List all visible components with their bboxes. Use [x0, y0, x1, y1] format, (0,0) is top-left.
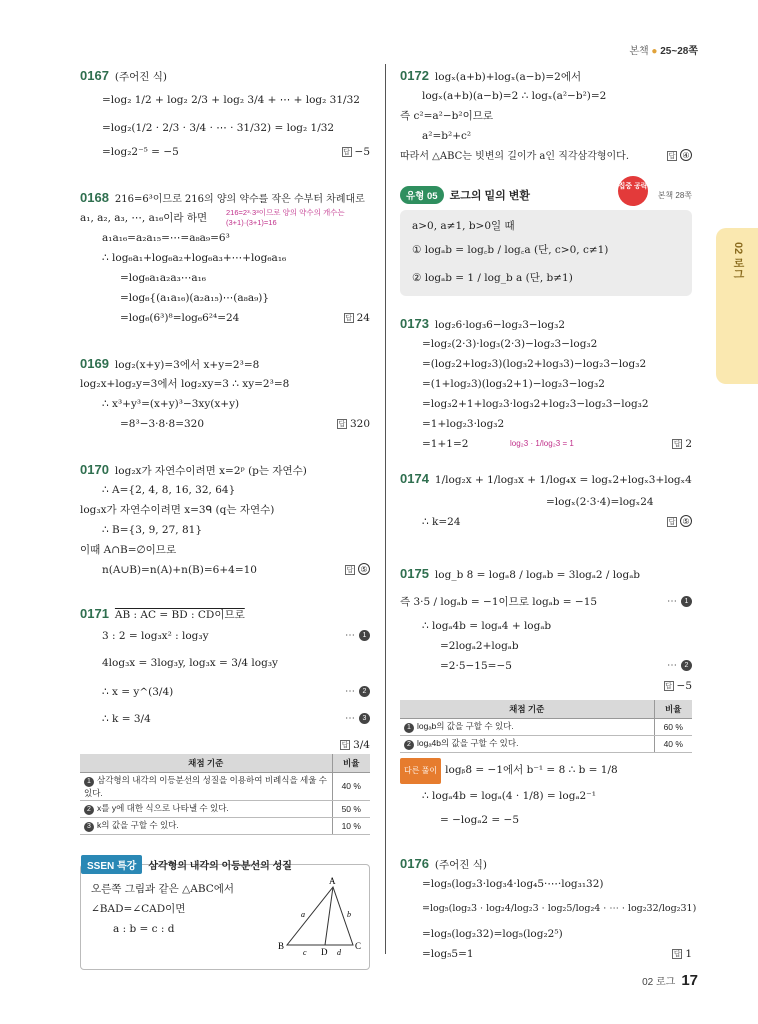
answer-0172: 답 ④ [667, 146, 692, 166]
problem-0168: 0168 216=6³이므로 216의 양의 약수를 작은 수부터 차례대로 a₁, a₂, a₃, ⋯, a₁₆이라 하면 216=2³·3³이므로 양의 약수의 개수는 (3+1)·(3+1)=16 a₁a₁₆=a₂a₁₅=⋯=a₈a₉=6³ ∴ log₆a₁+log₆a₂+log₆a₃+⋯+log₆a₁₆ =log₆a₁a₂a₃⋯a₁₆ =log₆{(a₁a₁₆)(a₂a₁₅)⋯(a₈a₉)} =log₆(6³)⁸=log₆6²⁴=24 답 24 [80, 188, 370, 328]
book-reference: 본책 ● 25~28쪽 [629, 46, 698, 57]
label-b: b [347, 910, 351, 919]
step-1-marker: ⋯ 1 [667, 588, 692, 616]
log-product-note: log₂3 · 1/log₂3 = 1 [510, 439, 574, 448]
problem-0176: 0176 (주어진 식) =log₅(log₂3·log₃4·log₄5·⋯·log₃₁32) =log₅(log₂3 · log₂4/log₂3 · log₂5/log₂4 · ⋯ · log₂32/log₂31) =log₅(log₂32)=log₅(log₂2⁵) =log₅5=1 답 1 [400, 854, 692, 964]
problem-0167: 0167 (주어진 식) =log₂ 1/2 + log₂ 2/3 + log₂ 3/4 + ⋯ + log₂ 31/32 =log₂(1/2 · 2/3 · 3/4 · ⋯ · 31/32) = log₂ 1/32 =log₂2⁻⁵ = −5 답 −5 [80, 66, 370, 162]
answer-0167: 답 −5 [343, 146, 370, 158]
step-2-marker: ⋯ 2 [667, 656, 692, 676]
table-row: 2 logₐ4b의 값을 구할 수 있다. 40 % [400, 735, 692, 752]
problem-0174: 0174 1/log₂x + 1/log₃x + 1/log₄x = logₓ2+logₓ3+logₓ4 =logₓ(2·3·4)=logₓ24 ∴ k=24 답 ⑤ [400, 466, 692, 532]
problem-0170: 0170 log₂x가 자연수이려면 x=2ᵖ (p는 자연수) ∴ A={2, 4, 8, 16, 32, 64} log₃x가 자연수이려면 x=3ᑫ (q는 자연수) ∴ B={3, 9, 27, 81} 이때 A∩B=∅이므로 n(A∪B)=n(A)+n(B)=6+4=10 답 ⑤ [80, 460, 370, 580]
column-divider [385, 64, 386, 954]
label-d: d [337, 948, 341, 955]
scoring-criteria-table-0171: 채점 기준 비율 1 삼각형의 내각의 이등분선의 성질을 이용하여 비례식을 세울 수 있다. 40 % 2 x를 y에 대한 식으로 나타낼 수 있다. 50 % 3 k의 값을 구할 수 있다. 10 % [80, 754, 370, 835]
answer-0173: 답 2 [673, 438, 692, 450]
label-D: D [321, 947, 328, 955]
answer-0174: 답 ⑤ [667, 512, 692, 532]
label-B: B [278, 941, 285, 951]
sseen-lecture-box: SSEN 특강 삼각형의 내각의 이등분선의 성질 오른쪽 그림과 같은 △ABC에서 ∠BAD=∠CAD이면 a : b = c : d A B C D a b c d [80, 864, 370, 970]
problem-0171: 0171 AB : AC = BD : CD이므로 3 : 2 = log₃x² : log₃y ⋯ 1 4log₃x = 3log₃y, log₃x = 3/4 log₃y ∴ x = y^(3/4) ⋯ 2 ∴ k = 3/4 ⋯ 3 답 3/4 [80, 604, 370, 758]
answer-0169: 답 320 [338, 418, 370, 430]
type-05-header: 유형 05 로그의 밑의 변환 본책 28쪽 [400, 186, 692, 204]
alternative-solution-0175: 다른 풀이 logᵦ8 = −1에서 b⁻¹ = 8 ∴ b = 1/8 ∴ logₐ4b = logₐ(4 · 1/8) = logₐ2⁻¹ = −logₐ2 = −5 [400, 758, 692, 830]
type-05-formula-box: a>0, a≠1, b>0일 때 ① logₐb = log꜀b / log꜀a (단, c>0, c≠1) ② logₐb = 1 / log_b a (단, b≠1) [400, 210, 692, 296]
answer-0176: 답 1 [673, 948, 692, 960]
page-footer: 02 로그 17 [642, 972, 698, 989]
table-row: 1 삼각형의 내각의 이등분선의 성질을 이용하여 비례식을 세울 수 있다. 40 % [80, 772, 370, 800]
divisor-count-note: 216=2³·3³이므로 양의 약수의 개수는 (3+1)·(3+1)=16 [226, 208, 345, 227]
scoring-criteria-table-0175: 채점 기준 비율 1 logₐb의 값을 구할 수 있다. 60 % 2 logₐ4b의 값을 구할 수 있다. 40 % [400, 700, 692, 753]
table-row: 1 logₐb의 값을 구할 수 있다. 60 % [400, 718, 692, 735]
label-c: c [303, 948, 307, 955]
table-row: 3 k의 값을 구할 수 있다. 10 % [80, 817, 370, 834]
answer-0170: 답 ⑤ [345, 560, 370, 580]
table-row: 2 x를 y에 대한 식으로 나타낼 수 있다. 50 % [80, 800, 370, 817]
answer-0171: 답 3/4 [341, 739, 370, 751]
label-A: A [329, 876, 336, 886]
problem-0172: 0172 logₓ(a+b)+logₓ(a−b)=2에서 logₓ(a+b)(a−b)=2 ∴ logₓ(a²−b²)=2 즉 c²=a²−b²이므로 a²=b²+c² 따라서 △ABC는 빗변의 길이가 a인 직각삼각형이다. 답 ④ [400, 66, 692, 166]
answer-0168: 답 24 [345, 312, 370, 324]
label-a: a [301, 910, 305, 919]
step-2-marker: ⋯ 2 [345, 678, 370, 706]
page-number: 17 [681, 972, 698, 989]
bisector-triangle-diagram [275, 875, 365, 955]
label-C: C [355, 941, 362, 951]
problem-0173: 0173 log₂6·log₃6−log₂3−log₃2 =log₂(2·3)·log₃(2·3)−log₂3−log₃2 =(log₂2+log₂3)(log₃2+log₃3)−log₂3−log₃2 =(1+log₂3)(log₃2+1)−log₂3−log₃2 =log₃2+1+log₂3·log₃2+log₂3−log₂3−log₃2 =1+log₂3·log₃2 =1+1=2 log₂3 · 1/log₂3 = 1 답 2 [400, 314, 692, 454]
focus-badge: 집중 공략 [618, 176, 648, 206]
step-3-marker: ⋯ 3 [345, 706, 370, 732]
step-1-marker: ⋯ 1 [345, 624, 370, 648]
problem-0175: 0175 log_b 8 = logₐ8 / logₐb = 3logₐ2 / logₐb 즉 3·5 / logₐb = −1이므로 logₐb = −15 ⋯ 1 ∴ logₐ4b = logₐ4 + logₐb =2logₐ2+logₐb =2·5−15=−5 ⋯ 2 답 −5 [400, 560, 692, 696]
problem-0169: 0169 log₂(x+y)=3에서 x+y=2³=8 log₂x+log₂y=3에서 log₂xy=3 ∴ xy=2³=8 ∴ x³+y³=(x+y)³−3xy(x+y) =8³−3·8·8=320 답 320 [80, 354, 370, 434]
answer-0175: 답 −5 [665, 680, 692, 692]
chapter-side-tab: 02 로그 [716, 228, 758, 384]
